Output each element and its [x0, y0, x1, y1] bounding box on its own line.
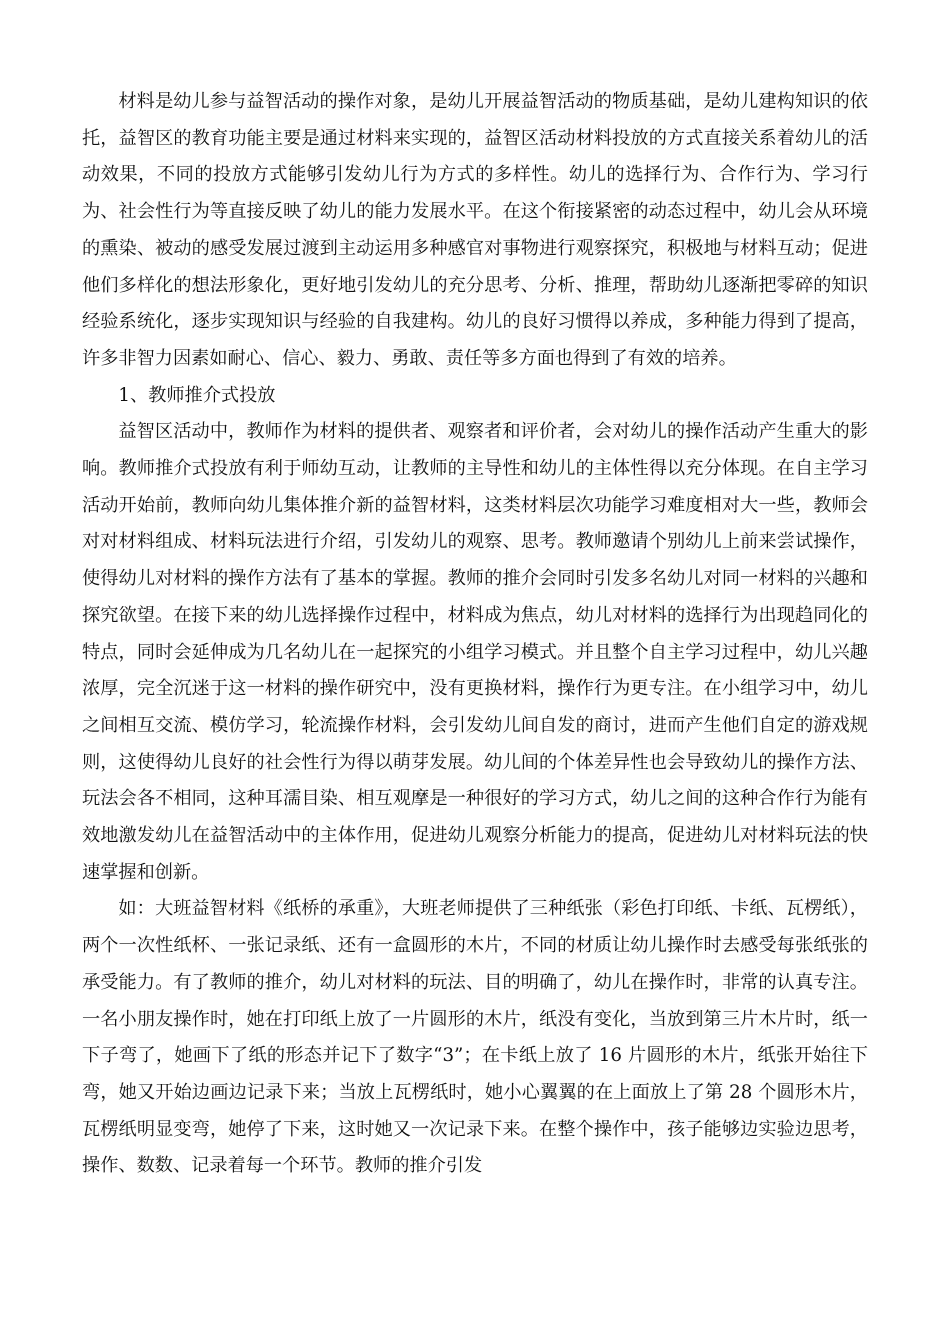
paragraph-example: 如：大班益智材料《纸桥的承重》，大班老师提供了三种纸张（彩色打印纸、卡纸、瓦楞纸），两个一次性纸杯、一张记录纸、还有一盒圆形的木片，不同的材质让幼儿操作时去感受每张纸张的承受能力。有了教师的推介，幼儿对材料的玩法、目的明确了，幼儿在操作时，非常的认真专注。一名小朋友操作时，她在打印纸上放了一片圆形的木片，纸没有变化，当放到第三片木片时，纸一下子弯了，她画下了纸的形态并记下了数字“3”；在卡纸上放了 16 片圆形的木片，纸张开始往下弯，她又开始边画边记录下来；当放上瓦楞纸时，她小心翼翼的在上面放上了第 28 个圆形木片，瓦楞纸明显变弯，她停了下来，这时她又一次记录下来。在整个操作中，孩子能够边实验边思考，操作、数数、记录着每一个环节。教师的推介引发	[82, 898, 868, 1177]
paragraph-teacher-recommendation: 益智区活动中，教师作为材料的提供者、观察者和评价者，会对幼儿的操作活动产生重大的影响。教师推介式投放有利于师幼互动，让教师的主导性和幼儿的主体性得以充分体现。在自主学习活动开始前，教师向幼儿集体推介新的益智材料，这类材料层次功能学习难度相对大一些，教师会对对材料组成、材料玩法进行介绍，引发幼儿的观察、思考。教师邀请个别幼儿上前来尝试操作，使得幼儿对材料的操作方法有了基本的掌握。教师的推介会同时引发多名幼儿对同一材料的兴趣和探究欲望。在接下来的幼儿选择操作过程中，材料成为焦点，幼儿对材料的选择行为出现趋同化的特点，同时会延伸成为几名幼儿在一起探究的小组学习模式。并且整个自主学习过程中，幼儿兴趣浓厚，完全沉迷于这一材料的操作研究中，没有更换材料，操作行为更专注。在小组学习中，幼儿之间相互交流、模仿学习，轮流操作材料，会引发幼儿间自发的商讨，进而产生他们自定的游戏规则，这使得幼儿良好的社会性行为得以萌芽发展。幼儿间的个体差异性也会导致幼儿的操作方法、玩法会各不相同，这种耳濡目染、相互观摩是一种很好的学习方式，幼儿之间的这种合作行为能有效地激发幼儿在益智活动中的主体作用，促进幼儿观察分析能力的提高，促进幼儿对材料玩法的快速掌握和创新。	[82, 421, 868, 883]
section-heading: 1、教师推介式投放	[118, 384, 276, 406]
document-page	[82, 84, 868, 1185]
paragraph-intro: 材料是幼儿参与益智活动的操作对象，是幼儿开展益智活动的物质基础，是幼儿建构知识的依托，益智区的教育功能主要是通过材料来实现的，益智区活动材料投放的方式直接关系着幼儿的活动效果，不同的投放方式能够引发幼儿行为方式的多样性。幼儿的选择行为、合作行为、学习行为、社会性行为等直接反映了幼儿的能力发展水平。在这个衔接紧密的动态过程中，幼儿会从环境的熏染、被动的感受发展过渡到主动运用多种感官对事物进行观察探究，积极地与材料互动；促进他们多样化的想法形象化，更好地引发幼儿的充分思考、分析、推理，帮助幼儿逐渐把零碎的知识经验系统化，逐步实现知识与经验的自我建构。幼儿的良好习惯得以养成，多种能力得到了提高，许多非智力因素如耐心、信心、毅力、勇敢、责任等多方面也得到了有效的培养。	[82, 91, 868, 369]
